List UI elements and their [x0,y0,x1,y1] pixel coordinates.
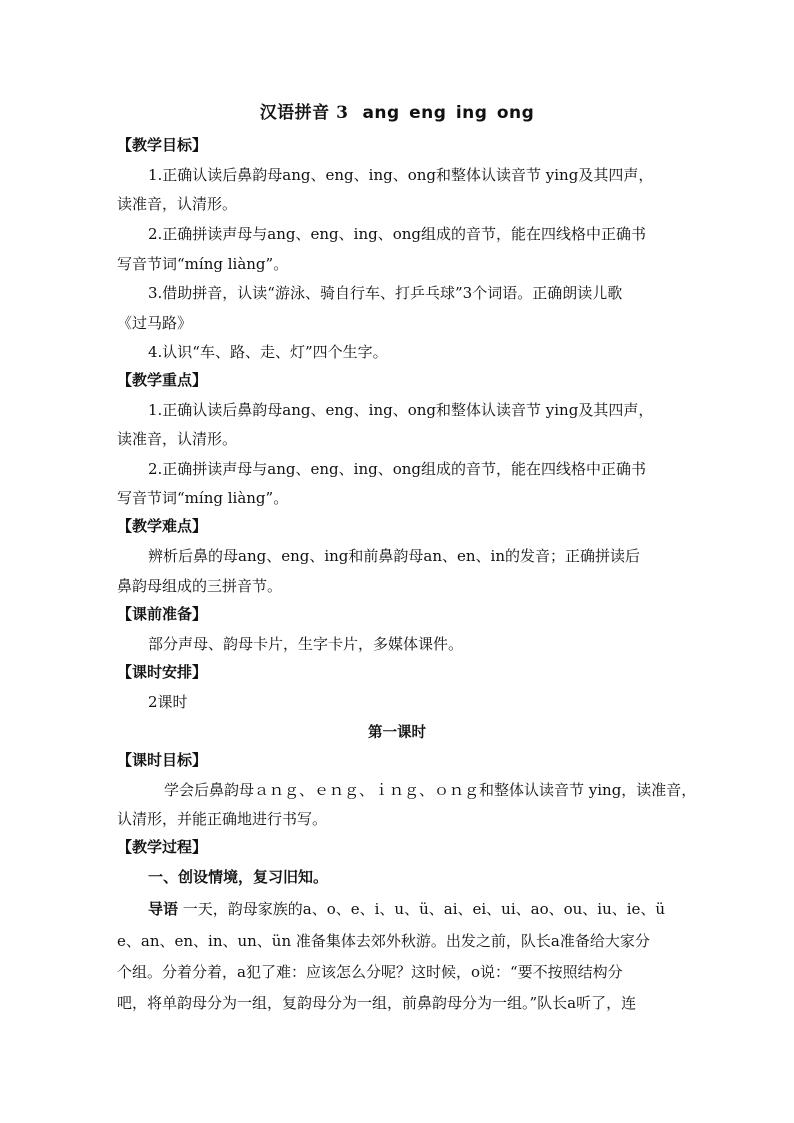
lesson1-goal-line: 认清形，并能正确地进行书写。 [117,810,328,828]
key-points-line: 1.正确认读后鼻韵母ang、eng、ing、ong和整体认读音节 ying及其四声， [148,401,654,419]
intro-label: 导语 [148,900,179,918]
key-points-heading: 【教学重点】 [117,371,208,389]
intro-line: e、an、en、in、un、ün 准备集体去郊外秋游。出发之前，队长a准备给大家分 [117,932,650,950]
intro-line: 个组。分着分着，a犯了难：应该怎么分呢？这时候，o说：“要不按照结构分 [117,963,623,981]
goals-line: 4.认识“车、路、走、灯”四个生字。 [148,343,388,361]
lesson1-title: 第一课时 [368,724,426,741]
intro-text: 一天，韵母家族的a、o、e、i、u、ü、ai、ei、ui、ao、ou、iu、ie、ü [178,900,666,918]
process-heading: 【教学过程】 [117,838,208,856]
goals-line: 2.正确拼读声母与ang、eng、ing、ong组成的音节，能在四线格中正确书 [148,225,647,243]
page-title [0,98,794,123]
schedule-line: 2课时 [148,693,188,711]
lesson1-goal-heading: 【课时目标】 [117,751,208,769]
difficulties-heading: 【教学难点】 [117,517,208,535]
title-main: 汉语拼音 3 [259,103,349,123]
goals-line: 3.借助拼音，认读“游泳、骑自行车、打乒乓球”3个词语。正确朗读儿歌 [148,284,623,302]
key-points-line: 2.正确拼读声母与ang、eng、ing、ong组成的音节，能在四线格中正确书 [148,460,647,478]
goals-line: 读准音，认清形。 [117,195,238,213]
key-points-line: 写音节词“míng liàng”。 [117,489,289,507]
intro-line: 吧，将单韵母分为一组，复韵母分为一组，前鼻韵母分为一组。”队长a听了，连 [117,994,637,1012]
goals-line: 写音节词“míng liàng”。 [117,255,289,273]
preparation-line: 部分声母、韵母卡片，生字卡片，多媒体课件。 [148,635,464,653]
difficulties-line: 辨析后鼻的母ang、eng、ing和前鼻韵母an、en、in的发音；正确拼读后 [148,547,641,565]
title-pinyin: ang eng ing ong [362,103,535,123]
goals-heading: 【教学目标】 [117,136,208,154]
preparation-heading: 【课前准备】 [117,605,208,623]
goals-line: 《过马路》 [117,314,193,332]
step1-heading: 一、创设情境，复习旧知。 [148,868,329,886]
lesson1-goal-line: 学会后鼻韵母ａｎｇ、ｅｎｇ、ｉｎｇ、ｏｎｇ和整体认读音节 ying，读准音， [164,781,697,799]
goals-line: 1.正确认读后鼻韵母ang、eng、ing、ong和整体认读音节 ying及其四声， [148,166,654,184]
intro-line [148,898,714,919]
schedule-heading: 【课时安排】 [117,663,208,681]
key-points-line: 读准音，认清形。 [117,430,238,448]
difficulties-line: 鼻韵母组成的三拼音节。 [117,577,283,595]
